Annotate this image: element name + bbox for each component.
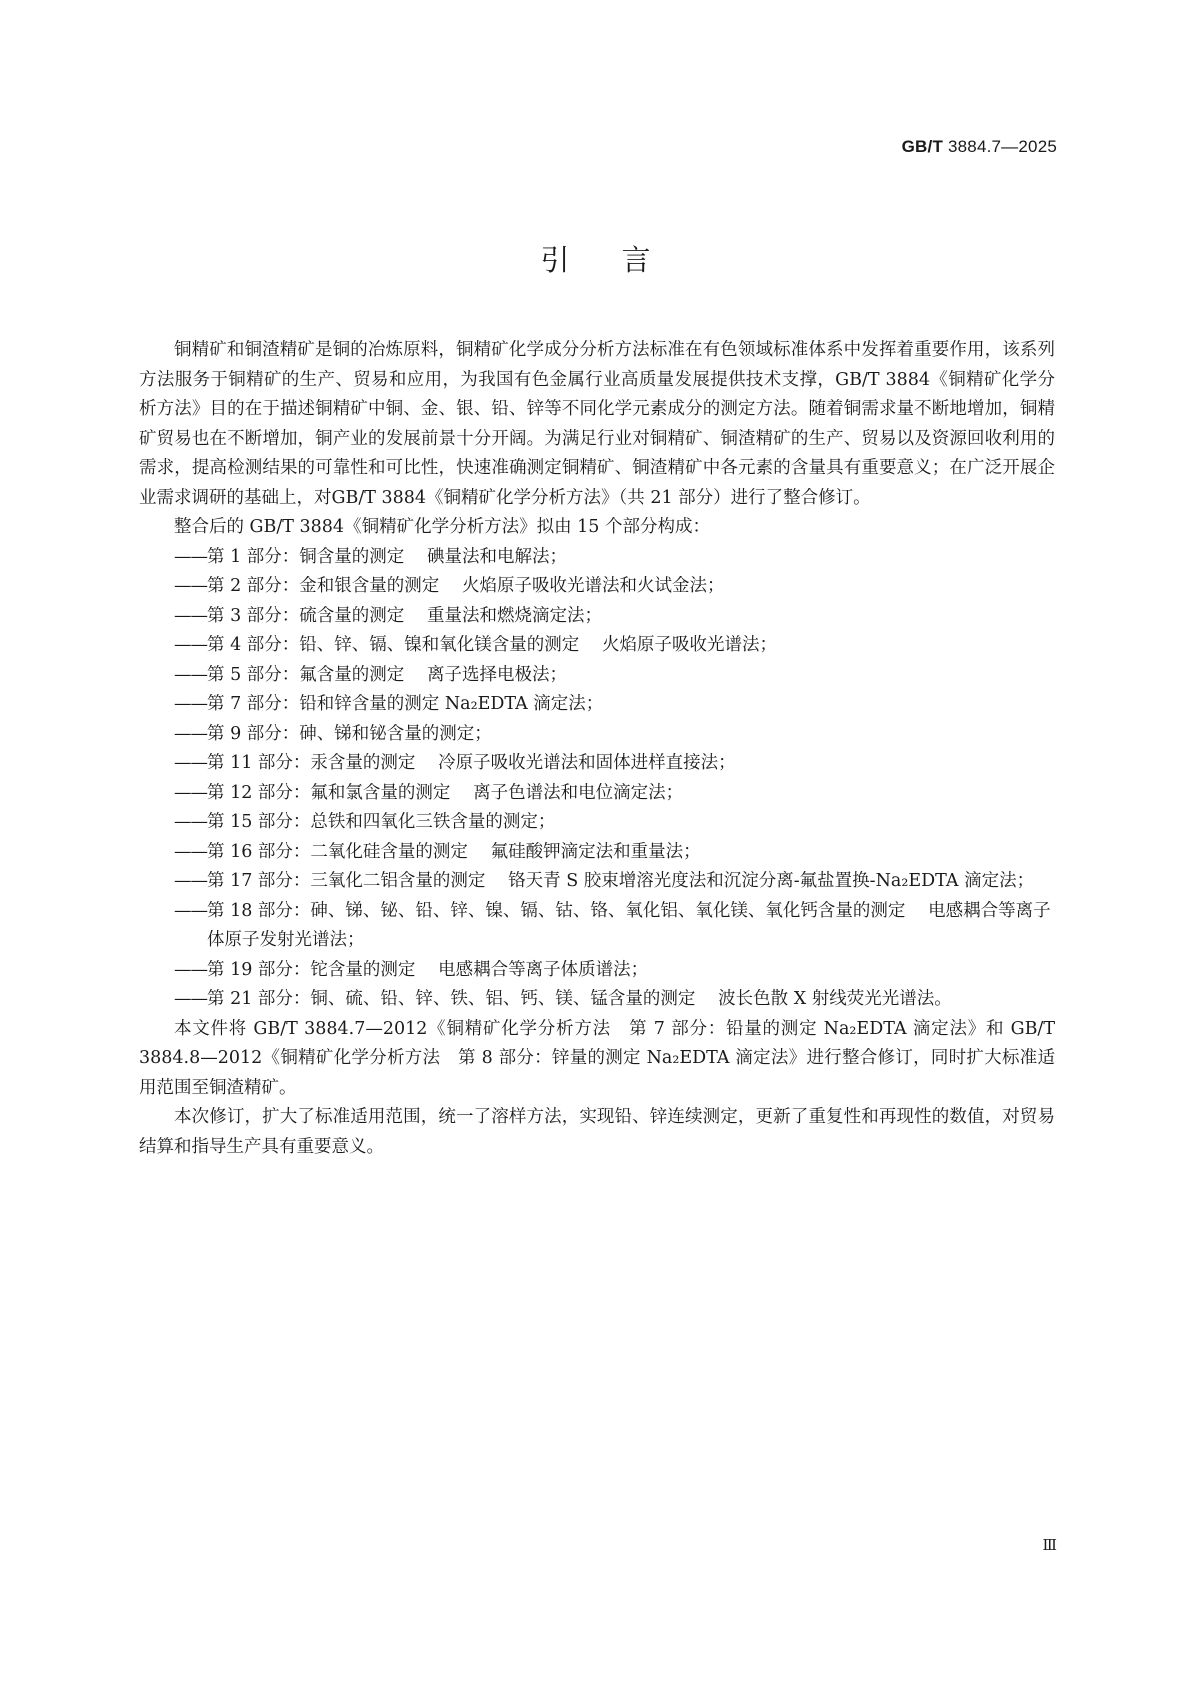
list-item-text: [207, 779, 1055, 809]
part-method: 重量法和燃烧滴定法；: [427, 605, 603, 626]
list-item-text: [207, 631, 1055, 661]
list-item-text: [207, 808, 1055, 838]
list-dash: ——: [174, 782, 207, 803]
page-number: Ⅲ: [1042, 1536, 1057, 1554]
part-label: 第 15 部分：: [207, 812, 311, 832]
list-dash: ——: [174, 959, 207, 980]
parts-list: [139, 543, 1055, 1015]
list-item-text: [207, 543, 1055, 573]
document-body: [139, 336, 1055, 1162]
list-item-text: [207, 572, 1055, 602]
list-dash: ——: [174, 900, 207, 921]
page-title: 引言: [540, 243, 703, 277]
part-label: 第 4 部分：: [207, 635, 300, 655]
list-dash: ——: [174, 635, 207, 655]
list-item-text: [207, 749, 1055, 779]
part-label: 第 18 部分：: [207, 900, 311, 921]
part-label: 第 5 部分：: [207, 664, 300, 685]
part-label: 第 2 部分：: [207, 576, 300, 596]
list-item-text: [207, 720, 1055, 750]
list-item-text: [207, 602, 1055, 632]
part-subject: 总铁和四氧化三铁含量的测定；: [310, 812, 556, 832]
part-subject: 铅、锌、镉、镍和氧化镁含量的测定: [299, 635, 580, 655]
list-item: [139, 690, 1055, 720]
part-subject: 三氧化二铝含量的测定: [310, 871, 486, 891]
list-item-text: [207, 985, 1055, 1015]
part-method: 电感耦合等离子体质谱法；: [438, 959, 649, 980]
list-item-text: [207, 690, 1055, 720]
part-label: 第 19 部分：: [207, 959, 311, 980]
part-method: 火焰原子吸收光谱法和火试金法；: [462, 576, 725, 596]
part-subject: 硫含量的测定: [299, 605, 405, 626]
standard-code: 3884.7—2025: [947, 137, 1057, 156]
list-item-text: [207, 867, 1055, 897]
part-method: 碘量法和电解法；: [427, 546, 568, 567]
intro-paragraph: 铜精矿和铜渣精矿是铜的冶炼原料，铜精矿化学成分分析方法标准在有色领域标准体系中发挥着重要作用，该系列方法服务于铜精矿的生产、贸易和应用，为我国有色金属行业高质量发展提供技术支撑，GB/T 3884《铜精矿化学分析方法》目的在于描述铜精矿中铜、金、银、铅、锌等不同化学元素成分的测定方法。随着铜需求量不断地增加，铜精矿贸易也在不断增加，铜产业的发展前景十分开阔。为满足行业对铜精矿、铜渣精矿的生产、贸易以及资源回收利用的需求，提高检测结果的可靠性和可比性，快速准确测定铜精矿、铜渣精矿中各元素的含量具有重要意义；在广泛开展企业需求调研的基础上，对GB/T 3884《铜精矿化学分析方法》（共 21 部分）进行了整合修订。: [139, 340, 1055, 508]
list-item: [139, 808, 1055, 838]
list-item: [139, 779, 1055, 809]
part-method: 冷原子吸收光谱法和固体进样直接法；: [438, 753, 736, 773]
part-subject: 铜、硫、铅、锌、铁、铝、钙、镁、锰含量的测定: [310, 989, 696, 1009]
part-subject: 氟含量的测定: [299, 664, 405, 685]
list-dash: ——: [174, 871, 207, 891]
part-label: 第 16 部分：: [207, 841, 311, 862]
part-label: 第 11 部分：: [207, 753, 311, 773]
list-item: [139, 720, 1055, 750]
part-method: 波长色散 X 射线荧光光谱法。: [718, 989, 952, 1009]
part-method: 铬天青 S 胶束增溶光度法和沉淀分离-氟盐置换-Na₂EDTA 滴定法；: [508, 871, 1035, 891]
standard-prefix: GB/T: [901, 137, 944, 156]
part-method: 氟硅酸钾滴定法和重量法；: [490, 841, 701, 862]
list-item-text: [207, 956, 1055, 986]
list-dash: ——: [174, 989, 207, 1009]
list-item: [139, 985, 1055, 1015]
list-dash: ——: [174, 753, 207, 773]
part-label: 第 17 部分：: [207, 871, 311, 891]
list-item: [139, 572, 1055, 602]
part-subject: 铜含量的测定: [299, 546, 405, 567]
list-item: [139, 838, 1055, 868]
list-dash: ——: [174, 605, 207, 626]
list-dash: ——: [174, 664, 207, 685]
list-item: [139, 661, 1055, 691]
part-subject: 汞含量的测定: [310, 753, 416, 773]
list-dash: ——: [174, 546, 207, 567]
part-subject: 砷、锑和铋含量的测定；: [299, 723, 492, 744]
list-item: [139, 867, 1055, 897]
part-label: 第 7 部分：: [207, 694, 300, 714]
part-subject: 砷、锑、铋、铅、锌、镍、镉、钴、铬、氧化铝、氧化镁、氧化钙含量的测定: [310, 900, 906, 921]
part-label: 第 21 部分：: [207, 989, 311, 1009]
revision-scope-paragraph: 本文件将 GB/T 3884.7—2012《铜精矿化学分析方法 第 7 部分：铅量的测定 Na₂EDTA 滴定法》和 GB/T 3884.8—2012《铜精矿化学分析方法 第 8 部分：锌量的测定 Na₂EDTA 滴定法》进行整合修订，同时扩大标准适用范围至铜渣精矿。: [139, 1018, 1055, 1098]
revision-summary-paragraph: 本次修订，扩大了标准适用范围，统一了溶样方法，实现铅、锌连续测定，更新了重复性和再现性的数值，对贸易结算和指导生产具有重要意义。: [139, 1107, 1055, 1157]
part-method: 离子选择电极法；: [427, 664, 568, 685]
list-item: [139, 602, 1055, 632]
list-item-text: [207, 838, 1055, 868]
list-item: [139, 631, 1055, 661]
list-dash: ——: [174, 812, 207, 832]
part-label: 第 1 部分：: [207, 546, 300, 567]
list-intro-paragraph: 整合后的 GB/T 3884《铜精矿化学分析方法》拟由 15 个部分构成：: [174, 517, 710, 537]
list-dash: ——: [174, 723, 207, 744]
part-subject: 铊含量的测定: [310, 959, 416, 980]
part-method: 火焰原子吸收光谱法；: [602, 635, 778, 655]
list-dash: ——: [174, 694, 207, 714]
list-item: [139, 543, 1055, 573]
part-subject: 金和银含量的测定: [299, 576, 440, 596]
part-subject: 二氧化硅含量的测定: [310, 841, 468, 862]
list-item: [139, 749, 1055, 779]
part-method: 电感耦合等离子体原子发射光谱法；: [207, 900, 1051, 950]
part-label: 第 9 部分：: [207, 723, 300, 744]
part-method: 离子色谱法和电位滴定法；: [473, 782, 684, 803]
standard-number-header: [902, 137, 1057, 157]
part-subject: 氟和氯含量的测定: [310, 782, 451, 803]
list-item: [139, 897, 1055, 956]
list-item-text: [207, 661, 1055, 691]
list-dash: ——: [174, 576, 207, 596]
part-subject: 铅和锌含量的测定 Na₂EDTA 滴定法；: [299, 694, 604, 714]
list-item-text: [207, 897, 1055, 956]
part-label: 第 12 部分：: [207, 782, 311, 803]
part-label: 第 3 部分：: [207, 605, 300, 626]
list-dash: ——: [174, 841, 207, 862]
list-item: [139, 956, 1055, 986]
